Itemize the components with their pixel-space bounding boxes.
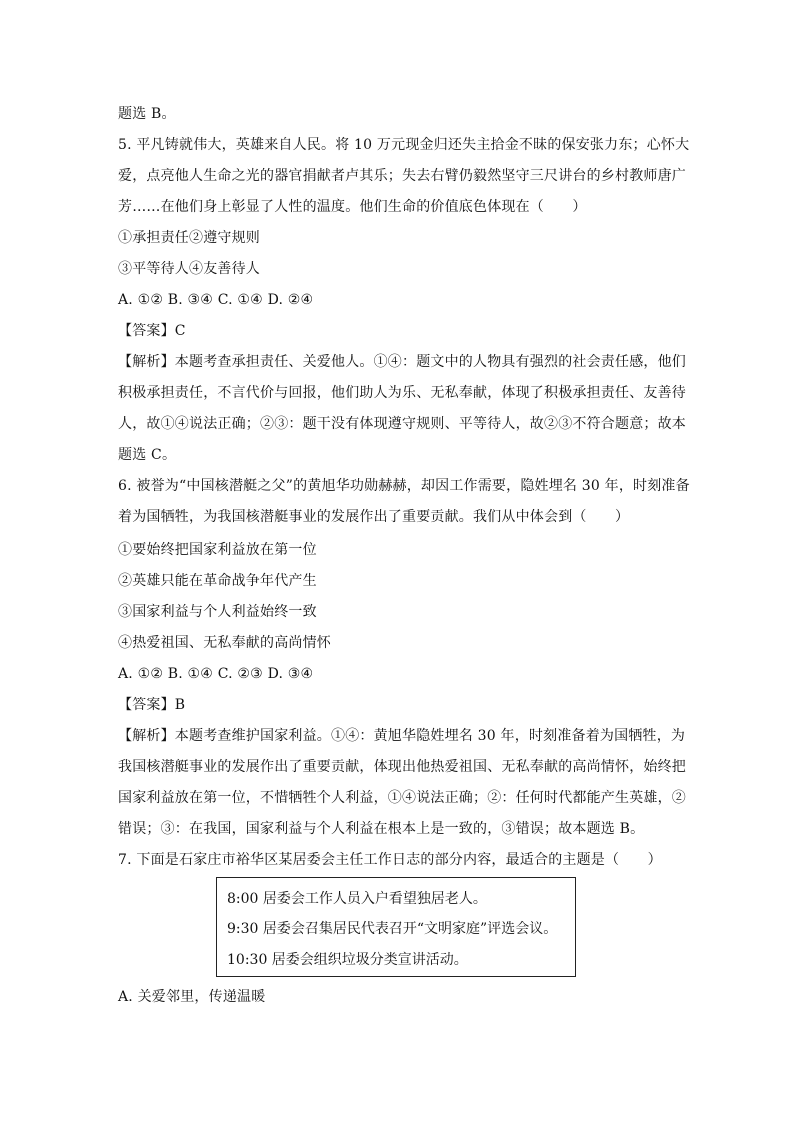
- option-line: ④热爱祖国、无私奉献的高尚情怀: [118, 635, 331, 651]
- answer-line: 【答案】B: [118, 697, 186, 713]
- option-line: ①承担责任②遵守规则: [118, 230, 260, 246]
- log-entry: 8:00 居委会工作人员入户看望独居老人。: [227, 891, 487, 907]
- option-line: ①要始终把国家利益放在第一位: [118, 542, 317, 558]
- question-6-line: 6. 被誉为“中国核潜艇之父”的黄旭华功勋赫赫，却因工作需要，隐姓埋名 30 年，时刻准备: [118, 478, 690, 494]
- log-entry: 9:30 居委会召集居民代表召开“文明家庭”评选会议。: [227, 921, 558, 937]
- option-line: ③平等待人④友善待人: [118, 261, 260, 277]
- text-line: 芳……在他们身上彰显了人性的温度。他们生命的价值底色体现在（ ）: [118, 199, 587, 215]
- choices-line: A. ①② B. ③④ C. ①④ D. ②④: [118, 292, 314, 308]
- text-line: 我国核潜艇事业的发展作出了重要贡献，体现出他热爱祖国、无私奉献的高尚情怀，始终把: [118, 759, 686, 775]
- option-line: ③国家利益与个人利益始终一致: [118, 604, 317, 620]
- text-line: 爱，点亮他人生命之光的器官捐献者卢其乐；失去右臂仍毅然坚守三尺讲台的乡村教师唐广: [118, 168, 686, 184]
- text-line: 题选 C。: [118, 447, 177, 463]
- text-line: 题选 B。: [118, 106, 176, 122]
- text-line: 错误；③：在我国，国家利益与个人利益在根本上是一致的，③错误；故本题选 B。: [118, 821, 645, 837]
- question-7-line: 7. 下面是石家庄市裕华区某居委会主任工作日志的部分内容，最适合的主题是（ ）: [118, 852, 662, 868]
- text-line: 积极承担责任，不言代价与回报，他们助人为乐、无私奉献，体现了积极承担责任、友善待: [118, 385, 686, 401]
- choices-line: A. ①② B. ①④ C. ②③ D. ③④: [118, 666, 314, 682]
- log-entry: 10:30 居委会组织垃圾分类宣讲活动。: [227, 952, 468, 968]
- work-log-box: [216, 877, 576, 977]
- text-line: 国家利益放在第一位，不惜牺牲个人利益，①④说法正确；②：任何时代都能产生英雄，②: [118, 790, 686, 806]
- answer-line: 【答案】C: [118, 323, 186, 339]
- option-a-line: A. 关爱邻里，传递温暖: [118, 989, 266, 1005]
- text-line: 人，故①④说法正确；②③：题干没有体现遵守规则、平等待人，故②③不符合题意；故本: [118, 416, 686, 432]
- option-line: ②英雄只能在革命战争年代产生: [118, 573, 317, 589]
- analysis-line: 【解析】本题考查承担责任、关爱他人。①④：题文中的人物具有强烈的社会责任感，他们: [118, 354, 686, 370]
- analysis-line: 【解析】本题考查维护国家利益。①④：黄旭华隐姓埋名 30 年，时刻准备着为国牺牲，为: [118, 728, 686, 744]
- question-5-line: 5. 平凡铸就伟大，英雄来自人民。将 10 万元现金归还失主拾金不昧的保安张力东；心怀大: [118, 137, 690, 153]
- text-line: 着为国牺牲，为我国核潜艇事业的发展作出了重要贡献。我们从中体会到（ ）: [118, 509, 630, 525]
